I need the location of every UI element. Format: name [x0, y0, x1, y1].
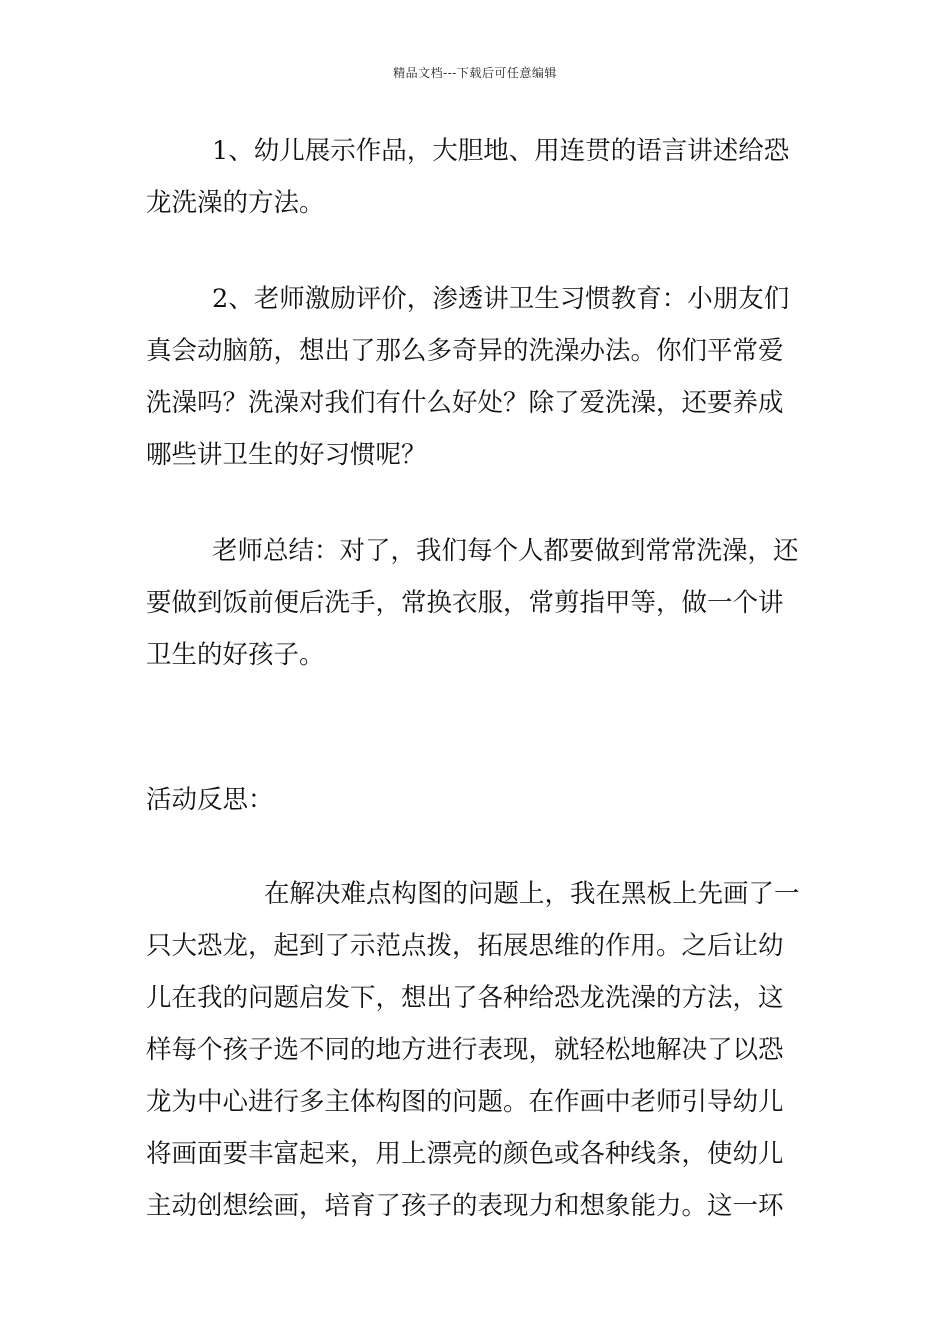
paragraph-line: 龙为中心进行多主体构图的问题。在作画中老师引导幼儿: [146, 1087, 784, 1117]
paragraph-line: 老师总结：对了，我们每个人都要做到常常洗澡，还: [212, 536, 799, 566]
paragraph-3: [146, 525, 806, 681]
paragraph-line: 1、幼儿展示作品，大胆地、用连贯的语言讲述给恐: [212, 136, 790, 166]
paragraph-line: 龙洗澡的方法。: [146, 188, 325, 218]
paragraph-line: 只大恐龙，起到了示范点拨，拓展思维的作用。之后让幼: [146, 931, 784, 961]
paragraph-line: 真会动脑筋，想出了那么多奇异的洗澡办法。你们平常爱: [146, 336, 784, 366]
paragraph-line: 洗澡吗？洗澡对我们有什么好处？除了爱洗澡，还要养成: [146, 388, 784, 418]
section-heading-reflection: [146, 774, 806, 826]
paragraph-line: 将画面要丰富起来，用上漂亮的颜色或各种线条，使幼儿: [146, 1139, 784, 1169]
paragraph-line: 哪些讲卫生的好习惯呢？: [146, 440, 427, 470]
paragraph-reflection: [146, 868, 806, 1232]
paragraph-1: [146, 125, 806, 229]
paragraph-2: [146, 273, 806, 481]
paragraph-line: 样每个孩子选不同的地方进行表现，就轻松地解决了以恐: [146, 1035, 784, 1065]
paragraph-line: 2、老师激励评价，渗透讲卫生习惯教育：小朋友们: [212, 284, 790, 314]
paragraph-line: 要做到饭前便后洗手，常换衣服，常剪指甲等，做一个讲: [146, 588, 784, 618]
paragraph-line: 儿在我的问题启发下，想出了各种给恐龙洗澡的方法，这: [146, 983, 784, 1013]
paragraph-line: 主动创想绘画，培育了孩子的表现力和想象能力。这一环: [146, 1191, 784, 1221]
heading-text: 活动反思：: [146, 785, 274, 815]
paragraph-line: 卫生的好孩子。: [146, 640, 325, 670]
page-header: 精品文档---下载后可任意编辑: [393, 66, 557, 80]
paragraph-line: 在解决难点构图的问题上，我在黑板上先画了一: [264, 879, 800, 909]
